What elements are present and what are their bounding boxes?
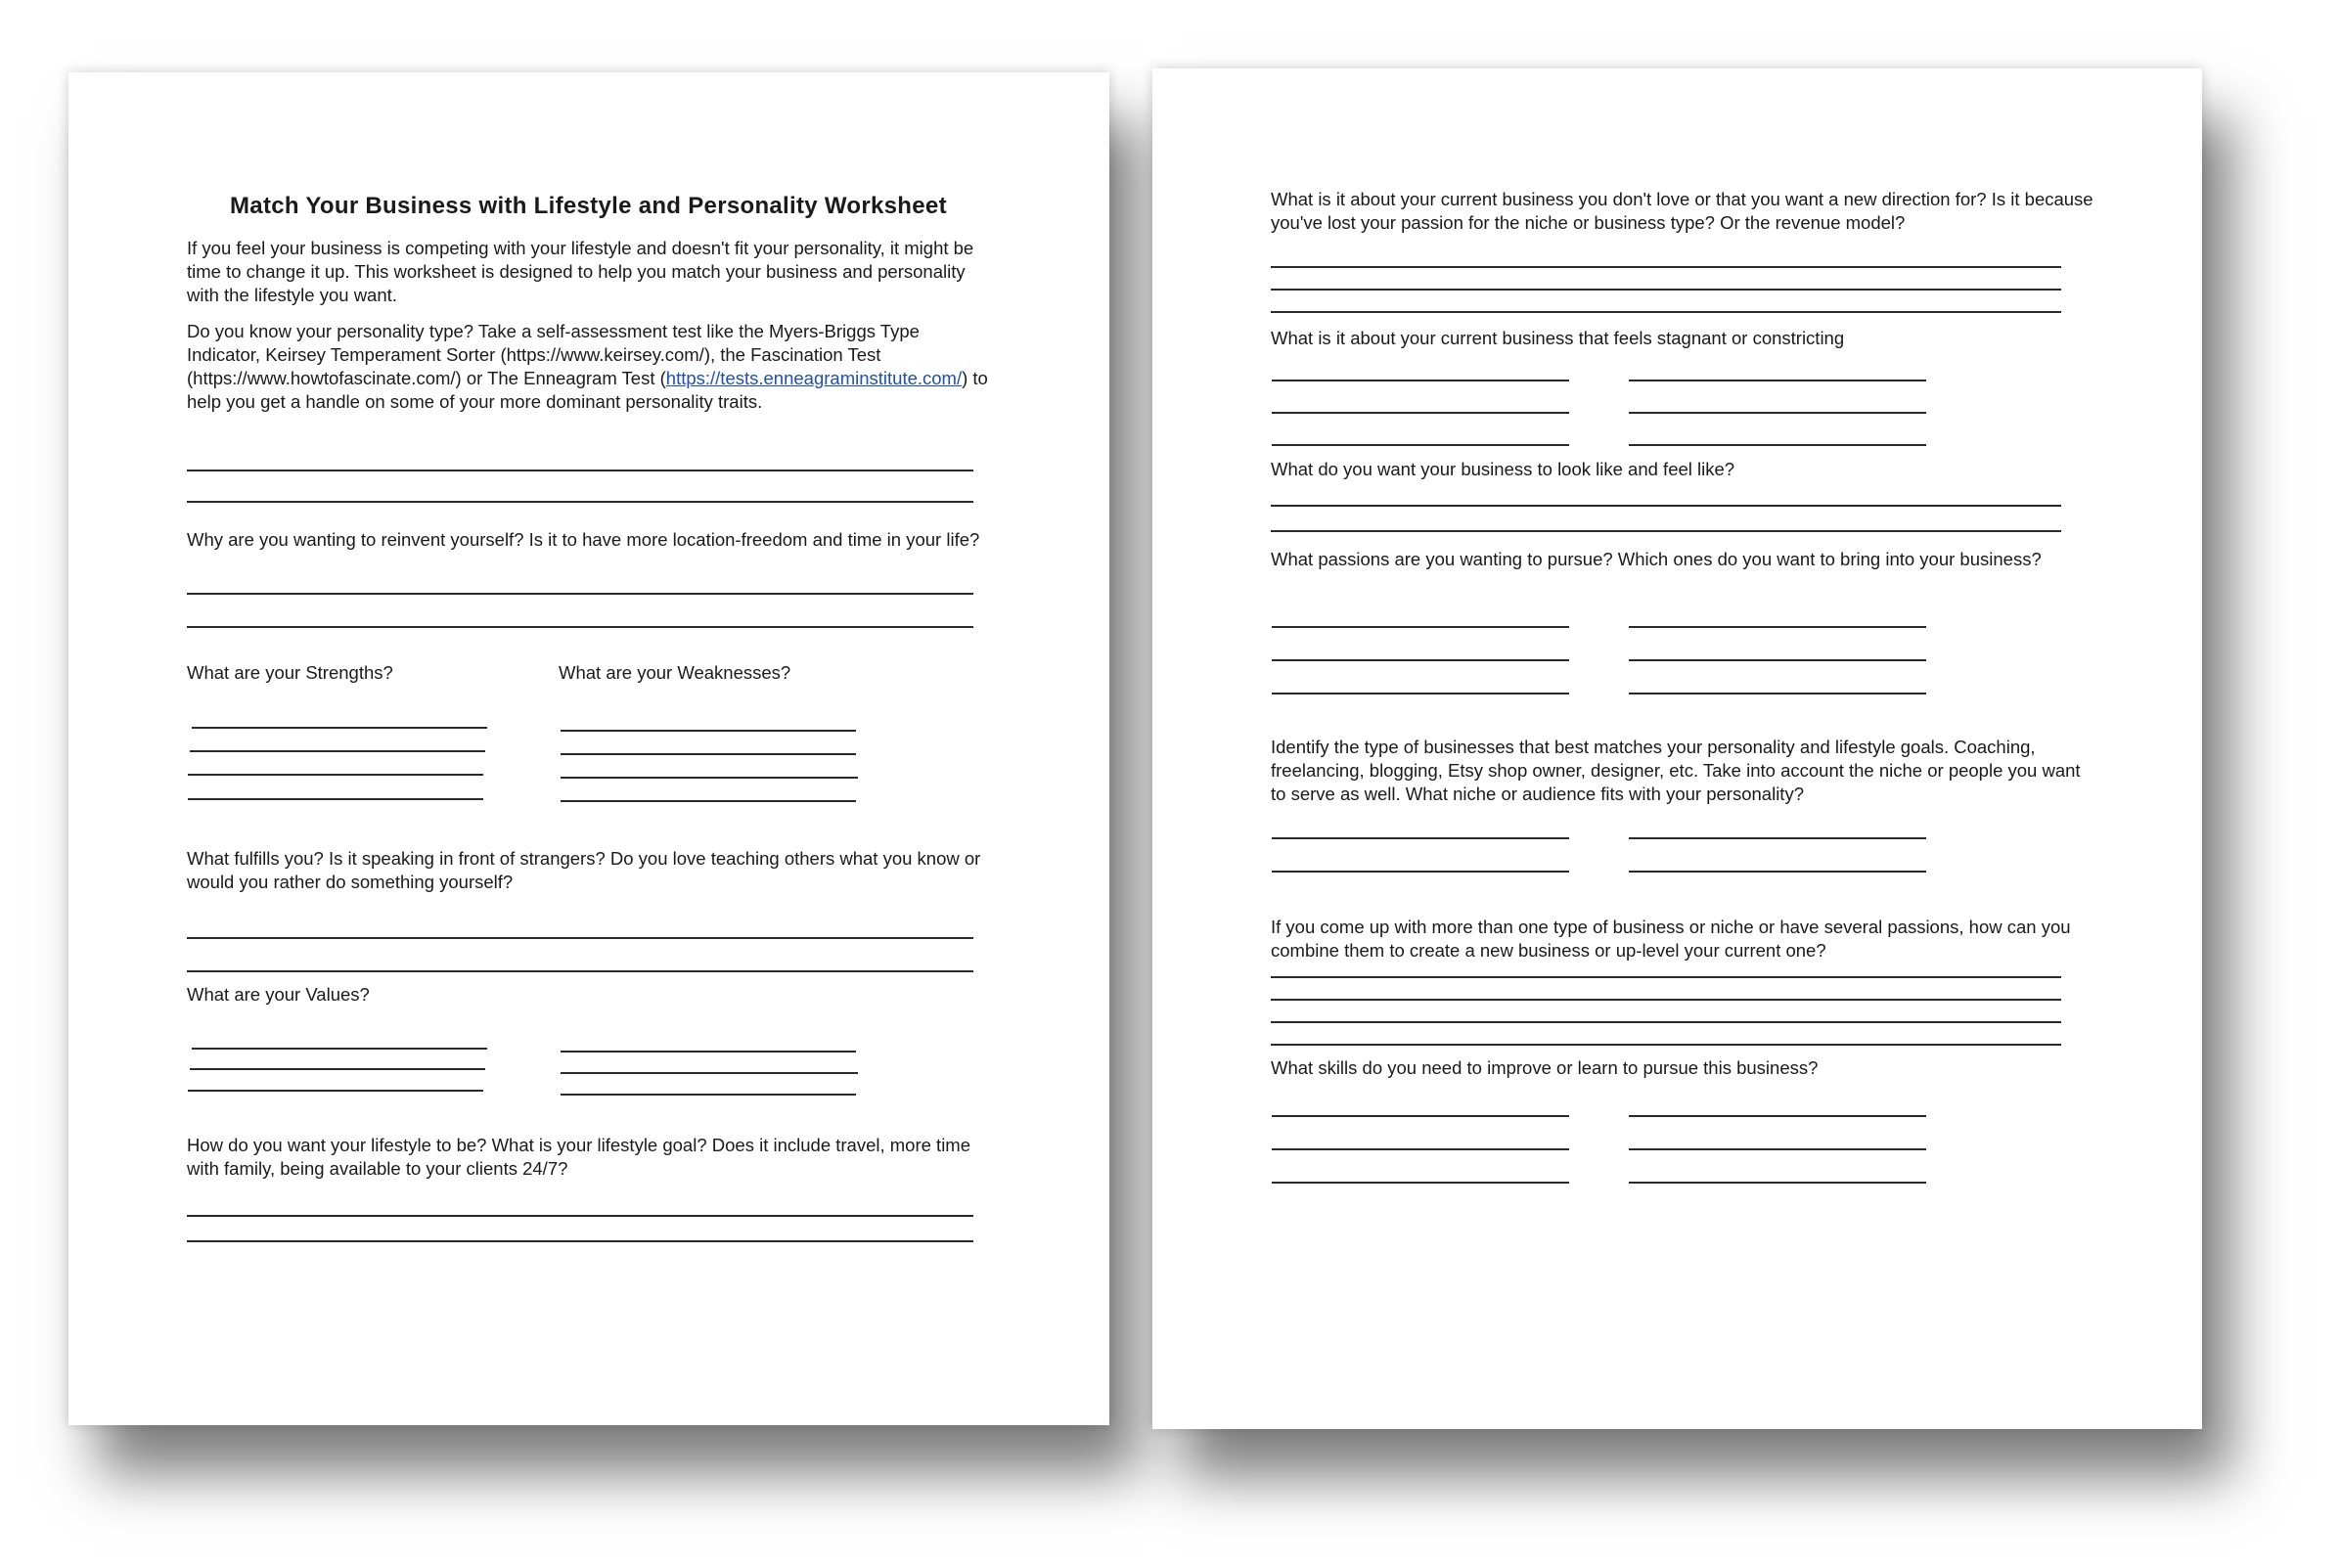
question-identify: Identify the type of businesses that best matches your personality and lifestyle goals. Coaching, freelancing, blogging, Etsy shop owner, designer, etc. Take into account the niche or people you want to serve as well. What niche or audience fits with your personality? xyxy=(1271,737,2081,804)
answer-line-right[interactable] xyxy=(1629,626,1926,628)
answer-line[interactable] xyxy=(187,626,973,628)
weakness-line[interactable] xyxy=(561,800,856,802)
answer-line[interactable] xyxy=(1271,266,2061,268)
answer-line-right[interactable] xyxy=(1629,380,1926,381)
answer-line[interactable] xyxy=(187,1240,973,1242)
answer-line[interactable] xyxy=(1271,1044,2061,1046)
personality-text: Do you know your personality type? Take a self-assessment test like the Myers-Briggs Type Indicator, Keirsey Temperament Sorter (https://www.keirsey.com/), the Fascination Test (https://www.howtofascinate.com/) or The Enneagram Test ( xyxy=(187,321,920,388)
answer-line-right[interactable] xyxy=(1629,444,1926,446)
answer-line-left[interactable] xyxy=(1272,1148,1569,1150)
answer-line-right[interactable] xyxy=(1629,659,1926,661)
answer-line[interactable] xyxy=(1271,530,2061,532)
answer-line[interactable] xyxy=(187,593,973,595)
page-title: Match Your Business with Lifestyle and Personality Worksheet xyxy=(230,193,947,219)
question-combine: If you come up with more than one type of business or niche or have several passions, how can you combine them to create a new business or up-level your current one? xyxy=(1271,917,2071,961)
answer-line-left[interactable] xyxy=(1272,1182,1569,1184)
strength-line[interactable] xyxy=(188,798,483,800)
weakness-line[interactable] xyxy=(561,777,858,779)
answer-line-left[interactable] xyxy=(1272,659,1569,661)
answer-line[interactable] xyxy=(1271,311,2061,313)
answer-line[interactable] xyxy=(187,937,973,939)
answer-line-left[interactable] xyxy=(1272,871,1569,873)
answer-line-left[interactable] xyxy=(1272,444,1569,446)
answer-line[interactable] xyxy=(1271,1021,2061,1023)
weakness-line[interactable] xyxy=(561,753,856,755)
answer-line[interactable] xyxy=(1271,976,2061,978)
intro-paragraph: If you feel your business is competing with your lifestyle and doesn't fit your personality, it might be time to change it up. This worksheet is designed to help you match your business and personality with the lifestyle you want. xyxy=(187,238,974,305)
answer-line[interactable] xyxy=(187,1215,973,1217)
answer-line[interactable] xyxy=(187,501,973,503)
worksheet-page-2 xyxy=(1152,68,2202,1429)
question-lifestyle: How do you want your lifestyle to be? What is your lifestyle goal? Does it include travel, more time with family, being available to your clients 24/7? xyxy=(187,1135,971,1179)
value-line[interactable] xyxy=(190,1068,485,1070)
value-line[interactable] xyxy=(188,1090,483,1092)
question-reinvent: Why are you wanting to reinvent yourself? Is it to have more location-freedom and time in your life? xyxy=(187,529,980,550)
answer-line-left[interactable] xyxy=(1272,1115,1569,1117)
answer-line-left[interactable] xyxy=(1272,693,1569,694)
question-stagnant: What is it about your current business that feels stagnant or constricting xyxy=(1271,328,1845,348)
question-dont-love: What is it about your current business you don't love or that you want a new direction for? Is it because you've lost your passion for the niche or business type? Or the revenue model? xyxy=(1271,189,2093,233)
personality-text-end: ) to help you get a handle on some of your more dominant personality traits. xyxy=(187,368,988,412)
question-skills: What skills do you need to improve or learn to pursue this business? xyxy=(1271,1057,1819,1078)
value-line[interactable] xyxy=(561,1094,856,1096)
answer-line-left[interactable] xyxy=(1272,412,1569,414)
strength-line[interactable] xyxy=(190,750,485,752)
answer-line[interactable] xyxy=(187,970,973,972)
value-line[interactable] xyxy=(192,1048,487,1050)
answer-line[interactable] xyxy=(1271,505,2061,507)
answer-line[interactable] xyxy=(1271,999,2061,1001)
strength-line[interactable] xyxy=(192,727,487,729)
strength-line[interactable] xyxy=(188,774,483,776)
question-values: What are your Values? xyxy=(187,984,370,1005)
answer-line[interactable] xyxy=(1271,289,2061,291)
personality-paragraph xyxy=(187,320,995,414)
value-line[interactable] xyxy=(561,1051,856,1053)
enneagram-link[interactable]: https://tests.enneagraminstitute.com/ xyxy=(665,368,963,388)
answer-line-right[interactable] xyxy=(1629,412,1926,414)
answer-line-right[interactable] xyxy=(1629,1148,1926,1150)
answer-line-left[interactable] xyxy=(1272,380,1569,381)
answer-line-right[interactable] xyxy=(1629,1182,1926,1184)
worksheet-page-1 xyxy=(68,72,1109,1425)
answer-line-right[interactable] xyxy=(1629,693,1926,694)
answer-line-right[interactable] xyxy=(1629,1115,1926,1117)
answer-line-left[interactable] xyxy=(1272,837,1569,839)
answer-line[interactable] xyxy=(187,470,973,471)
question-fulfills: What fulfills you? Is it speaking in front of strangers? Do you love teaching others what you know or would you rather do something yourself? xyxy=(187,848,981,892)
question-look-feel: What do you want your business to look like and feel like? xyxy=(1271,459,1735,479)
answer-line-right[interactable] xyxy=(1629,871,1926,873)
question-strengths: What are your Strengths? xyxy=(187,662,393,683)
weakness-line[interactable] xyxy=(561,730,856,732)
question-passions: What passions are you wanting to pursue? Which ones do you want to bring into your business? xyxy=(1271,549,2042,569)
value-line[interactable] xyxy=(561,1072,858,1074)
question-weaknesses: What are your Weaknesses? xyxy=(559,662,791,683)
answer-line-left[interactable] xyxy=(1272,626,1569,628)
answer-line-right[interactable] xyxy=(1629,837,1926,839)
